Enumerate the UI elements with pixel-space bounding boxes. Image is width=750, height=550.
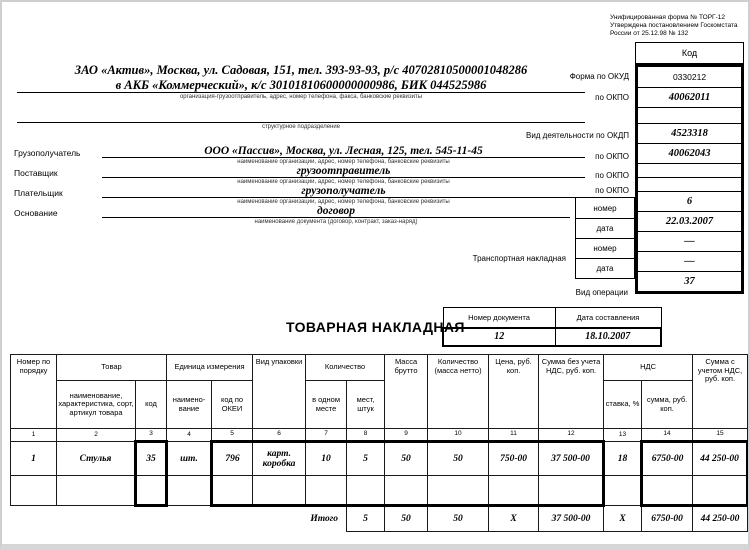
cell-unit: шт. — [167, 442, 212, 476]
consignee-label: Грузополучатель — [14, 148, 81, 158]
activity-label: Вид деятельности по ОКДП — [525, 131, 629, 140]
doc-number-header: Номер документа — [443, 308, 555, 328]
form-approval-note — [610, 14, 750, 38]
waybill-date-label: дата — [576, 258, 634, 278]
doc-number-value: 12 — [443, 328, 555, 346]
col-packaging-header: Вид упаковки — [253, 355, 306, 429]
payer-sublabel: наименование организации, адрес, номер телефона, банковские реквизиты — [237, 199, 450, 205]
total-rate-x: X — [604, 506, 642, 532]
cell-sum-novat: 37 500-00 — [539, 442, 604, 476]
empty-cell-14 — [642, 476, 693, 506]
col-price-header: Цена, руб. коп. — [489, 355, 539, 429]
col-gross-header: Масса брутто — [385, 355, 428, 429]
goods-table — [10, 354, 749, 532]
goods-row-1 — [11, 442, 748, 476]
total-gross: 50 — [385, 506, 428, 532]
consignee-sublabel: наименование организации, адрес, номер телефона, банковские реквизиты — [237, 159, 450, 165]
col-num-11: 11 — [489, 429, 539, 442]
code-okpo-value: 40062011 — [638, 87, 741, 107]
goods-row-empty — [11, 476, 748, 506]
sub-unit-name-header: наимено-вание — [167, 381, 212, 429]
consignee-block — [102, 145, 585, 165]
cell-per-place: 10 — [306, 442, 347, 476]
waybill-date-value: — — [638, 251, 741, 271]
col-num-3: 3 — [136, 429, 167, 442]
col-sum-vat-header: Сумма с учетом НДС, руб. коп. — [693, 355, 748, 429]
note-line-3: России от 25.12.98 № 132 — [610, 30, 689, 37]
basis-value: договор — [102, 205, 570, 218]
total-sum-vat: 44 250-00 — [693, 506, 748, 532]
total-sum-novat: 37 500-00 — [539, 506, 604, 532]
shipper-sublabel: организация-грузоотправитель, адрес, номер телефона, факса, банковские реквизиты — [179, 94, 423, 100]
doc-date-value: 18.10.2007 — [555, 328, 661, 346]
cell-packaging: карт. коробка — [253, 442, 306, 476]
table-sub-header-row — [11, 381, 748, 429]
code-empty-2 — [638, 163, 741, 177]
cell-net: 50 — [428, 442, 489, 476]
empty-cell-10 — [428, 476, 489, 506]
supplier-value: грузоотправитель — [102, 165, 585, 178]
totals-row — [11, 506, 748, 532]
note-line-1: Унифицированная форма № ТОРГ-12 — [610, 14, 725, 21]
empty-cell-11 — [489, 476, 539, 506]
consignee-value: ООО «Пассив», Москва, ул. Лесная, 125, тел. 545-11-45 — [102, 145, 585, 158]
col-num-2: 2 — [57, 429, 136, 442]
sub-vat-sum-header: сумма, руб. коп. — [642, 381, 693, 429]
shipper-line-1: ЗАО «Актив», Москва, ул. Садовая, 151, тел. 393-93-93, р/с 40702810500001048286 — [74, 63, 528, 77]
cell-product-code: 35 — [136, 442, 167, 476]
document-number-table — [442, 307, 662, 347]
empty-cell-9 — [385, 476, 428, 506]
payer-label: Плательщик — [14, 188, 63, 198]
total-price-x: X — [489, 506, 539, 532]
col-num-7: 7 — [306, 429, 347, 442]
cell-row-number: 1 — [11, 442, 57, 476]
okud-label: Форма по ОКУД — [569, 72, 629, 81]
empty-cell-5 — [212, 476, 253, 506]
sub-places-header: мест, штук — [347, 381, 385, 429]
operation-type-label: Вид операции — [575, 288, 628, 297]
cell-places: 5 — [347, 442, 385, 476]
col-vat-header: НДС — [604, 355, 693, 381]
sub-per-place-header: в одном месте — [306, 381, 347, 429]
col-num-4: 4 — [167, 429, 212, 442]
okpo-label-4: по ОКПО — [595, 186, 629, 195]
empty-cell-15 — [693, 476, 748, 506]
sub-product-name-header: наименование, характеристика, сорт, артикул товара — [57, 381, 136, 429]
payer-block — [102, 185, 585, 205]
basis-sublabel: наименование документа (договор, контракт, заказ-наряд) — [254, 219, 418, 225]
empty-cell-4 — [167, 476, 212, 506]
empty-cell-8 — [347, 476, 385, 506]
doc-date-header: Дата составления — [555, 308, 661, 328]
cell-vat-rate: 18 — [604, 442, 642, 476]
col-num-13: 13 — [604, 429, 642, 442]
col-product-header: Товар — [57, 355, 167, 381]
total-net: 50 — [428, 506, 489, 532]
code-okpo2-value: 40062043 — [638, 143, 741, 163]
col-quantity-header: Количество — [306, 355, 385, 381]
cell-sum-vat: 44 250-00 — [693, 442, 748, 476]
supplier-block — [102, 165, 585, 185]
code-okdp-value: 4523318 — [638, 123, 741, 143]
empty-cell-3 — [136, 476, 167, 506]
waybill-number-value: — — [638, 231, 741, 251]
okpo-label-3: по ОКПО — [595, 171, 629, 180]
col-sum-novat-header: Сумма без учета НДС, руб. коп. — [539, 355, 604, 429]
code-empty-3 — [638, 177, 741, 191]
col-num-15: 15 — [693, 429, 748, 442]
cell-product-name: Стулья — [57, 442, 136, 476]
basis-number-label: номер — [593, 203, 617, 213]
table-group-header-row — [11, 355, 748, 381]
basis-label: Основание — [14, 208, 58, 218]
payer-value: грузополучатель — [102, 185, 585, 198]
basis-date-value: 22.03.2007 — [638, 211, 741, 231]
column-number-row — [11, 429, 748, 442]
shipper-details — [17, 63, 585, 93]
col-num-9: 9 — [385, 429, 428, 442]
basis-number-value: 6 — [638, 191, 741, 211]
col-num-14: 14 — [642, 429, 693, 442]
basis-block — [102, 205, 570, 225]
cell-gross: 50 — [385, 442, 428, 476]
col-num-1: 1 — [11, 429, 57, 442]
col-number-header: Номер по порядку — [11, 355, 57, 429]
basis-date-label: дата — [576, 218, 634, 238]
col-net-header: Количество (масса нетто) — [428, 355, 489, 429]
col-num-12: 12 — [539, 429, 604, 442]
number-date-labels — [575, 197, 635, 279]
sub-vat-rate-header: ставка, % — [604, 381, 642, 429]
total-vat-sum: 6750-00 — [642, 506, 693, 532]
col-unit-header: Единица измерения — [167, 355, 253, 381]
empty-cell-2 — [57, 476, 136, 506]
supplier-label: Поставщик — [14, 168, 58, 178]
col-num-6: 6 — [253, 429, 306, 442]
supplier-sublabel: наименование организации, адрес, номер телефона, банковские реквизиты — [237, 179, 450, 185]
empty-cell-6 — [253, 476, 306, 506]
col-num-8: 8 — [347, 429, 385, 442]
code-column-header: Код — [635, 42, 744, 64]
empty-cell-12 — [539, 476, 604, 506]
shipper-block — [17, 63, 585, 100]
okpo-label-1: по ОКПО — [595, 93, 629, 102]
okpo-label-2: по ОКПО — [595, 152, 629, 161]
total-places: 5 — [347, 506, 385, 532]
totals-label: Итого — [310, 514, 339, 525]
division-block — [17, 107, 585, 130]
empty-cell-13 — [604, 476, 642, 506]
sub-okei-header: код по ОКЕИ — [212, 381, 253, 429]
cell-vat-sum: 6750-00 — [642, 442, 693, 476]
empty-cell-7 — [306, 476, 347, 506]
note-line-2: Утверждена постановлением Госкомстата — [610, 22, 738, 29]
sub-code-header: код — [136, 381, 167, 429]
division-sublabel: структурное подразделение — [261, 124, 341, 130]
cell-okei: 796 — [212, 442, 253, 476]
empty-cell-1 — [11, 476, 57, 506]
col-num-5: 5 — [212, 429, 253, 442]
code-empty-1 — [638, 107, 741, 123]
document-title: ТОВАРНАЯ НАКЛАДНАЯ — [286, 319, 465, 335]
transport-waybill-label: Транспортная накладная — [472, 254, 566, 263]
waybill-number-label: номер — [576, 238, 634, 258]
code-okud-value: 0330212 — [672, 72, 707, 82]
col-num-10: 10 — [428, 429, 489, 442]
cell-price: 750-00 — [489, 442, 539, 476]
shipper-line-2: в АКБ «Коммерческий», к/с 30101810600000000986, БИК 044525986 — [115, 77, 487, 92]
operation-type-value: 37 — [638, 271, 741, 291]
division-line — [17, 107, 585, 123]
code-column-values — [635, 64, 744, 294]
